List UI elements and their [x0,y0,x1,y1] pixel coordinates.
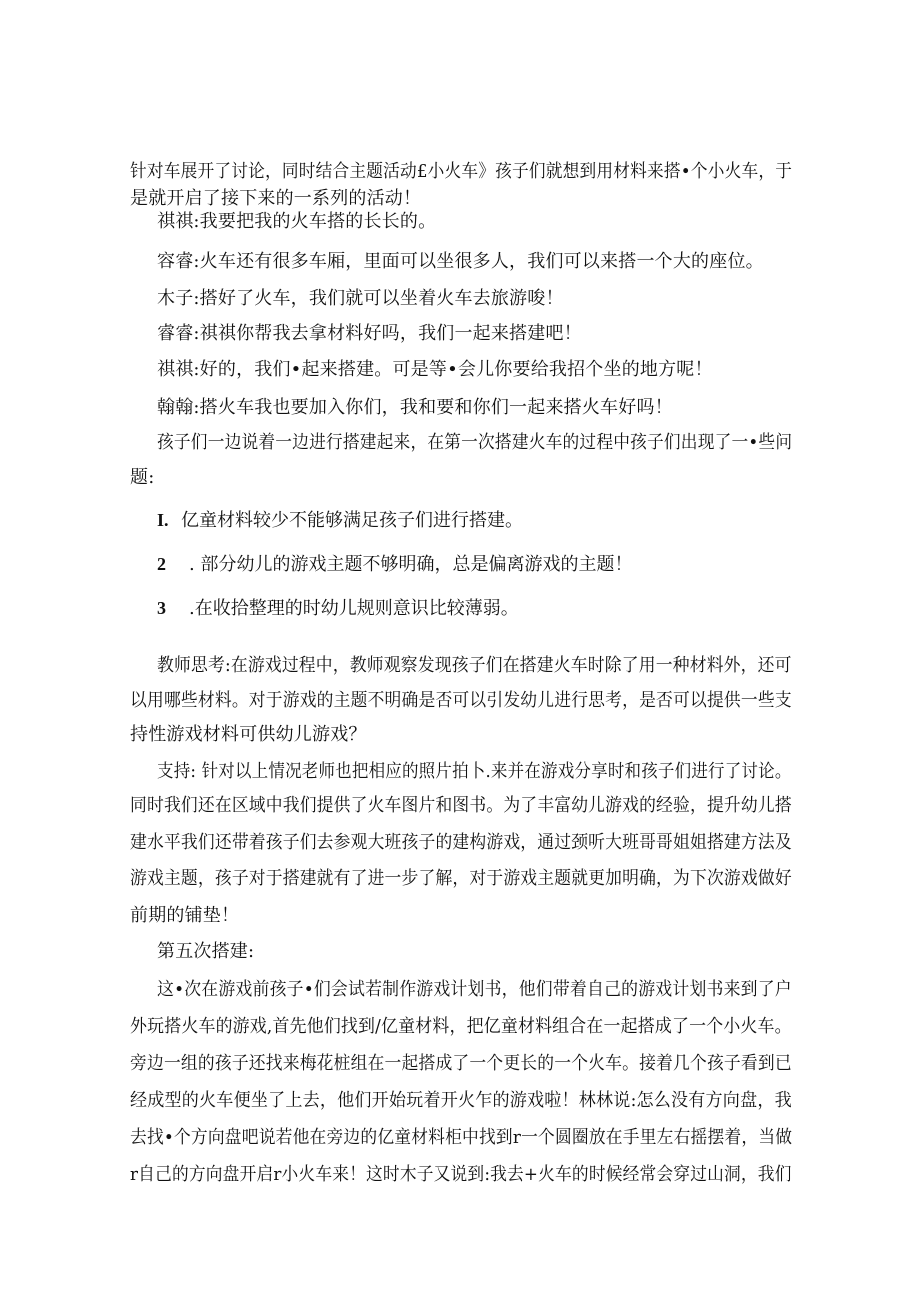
paragraph-line: 建水平我们还带着孩子们去参观大班孩子的建构游戏，通过颈听大班哥哥姐姐搭建方法及 [130,832,792,853]
list-number: I. [157,510,169,530]
paragraph-line: 经成型的火车便坐了上去，他们开始玩着开火乍的游戏啦！林林说:怎么没有方向盘，我 [130,1090,792,1111]
list-text: .在收拾整理的时幼儿规则意识比较薄弱。 [189,598,519,619]
paragraph-line: 教师思考:在游戏过程中，教师观察发现孩子们在搭建火车时除了用一种材料外，还可 [157,655,792,676]
paragraph-line: 去找•个方向盘吧说若他在旁边的亿童材料柜中找到r一个圆圈放在手里左右摇摆着，当做 [130,1127,793,1148]
section-heading: 第五次搭建: [157,941,255,962]
dialogue-line: 容睿:火车还有很多车厢，里面可以坐很多人，我们可以来搭一个大的座位。 [157,251,764,272]
paragraph-line: 旁边一组的孩子还找来梅花桩组在一起搭成了一个更长的一个火车。接着几个孩子看到已 [130,1053,792,1074]
dialogue-line: 睿睿:祺祺你帮我去拿材料好吗，我们一起来搭建吧！ [157,323,582,344]
paragraph-line: 题: [130,467,155,488]
list-text: 亿童材料较少不能够满足孩子们进行搭建。 [181,510,523,531]
paragraph-line: 游戏主题，孩子对于搭建就有了进一步了解，对于游戏主题就更加明确，为下次游戏做好 [130,868,792,889]
paragraph-line: 孩子们一边说着一边进行搭建起来，在第一次搭建火车的过程中孩子们出现了一•些问 [157,432,793,453]
dialogue-line: 木子:搭好了火车，我们就可以坐着火车去旅游唆！ [157,288,564,309]
list-number: 3 [157,598,166,618]
paragraph-line: 是就开启了接下来的一系列的活动！ [130,188,422,209]
dialogue-line: 祺祺:我要把我的火车搭的长长的。 [157,211,437,232]
list-item [157,596,519,621]
paragraph-line: 前期的铺垫！ [130,905,240,926]
paragraph-line: 支持: 针对以上情况老师也把相应的照片拍卜.来并在游戏分享时和孩子们进行了讨论。 [157,761,792,782]
paragraph-line: 针对车展开了讨论，同时结合主题活动£小火车》孩子们就想到用材料来搭•个小火车，于 [130,161,793,182]
paragraph-line: r自己的方向盘开启r小火车来！这时木子又说到:我去+火车的时候经常会穿过山洞，我们 [130,1164,792,1185]
paragraph-line: 持性游戏材料可供幼儿游戏？ [130,724,367,745]
paragraph-line: 同时我们还在区域中我们提供了火车图片和图书。为了丰富幼儿游戏的经验，提升幼儿搭 [130,795,792,816]
dialogue-line: 翰翰:搭火车我也要加入你们，我和要和你们一起来搭火车好吗！ [157,397,673,418]
paragraph-line: 这•次在游戏前孩子•们会试若制作游戏计划书，他们带着自己的游戏计划书来到了户 [157,979,792,1000]
list-text: . 部分幼儿的游戏主题不够明确，总是偏离游戏的主题！ [189,554,633,575]
paragraph-line: 以用哪些材料。对于游戏的主题不明确是否可以引发幼儿进行思考，是否可以提供一些支 [130,690,792,711]
paragraph-line: 外玩搭火车的游戏,首先他们找到/亿童材料，把亿童材料组合在一起搭成了一个小火车。 [130,1016,792,1037]
dialogue-line: 祺祺:好的，我们•起来搭建。可是等•会儿你要给我招个坐的地方呢！ [157,359,713,380]
list-item [157,552,632,577]
list-item [157,508,523,533]
list-number: 2 [157,554,166,574]
